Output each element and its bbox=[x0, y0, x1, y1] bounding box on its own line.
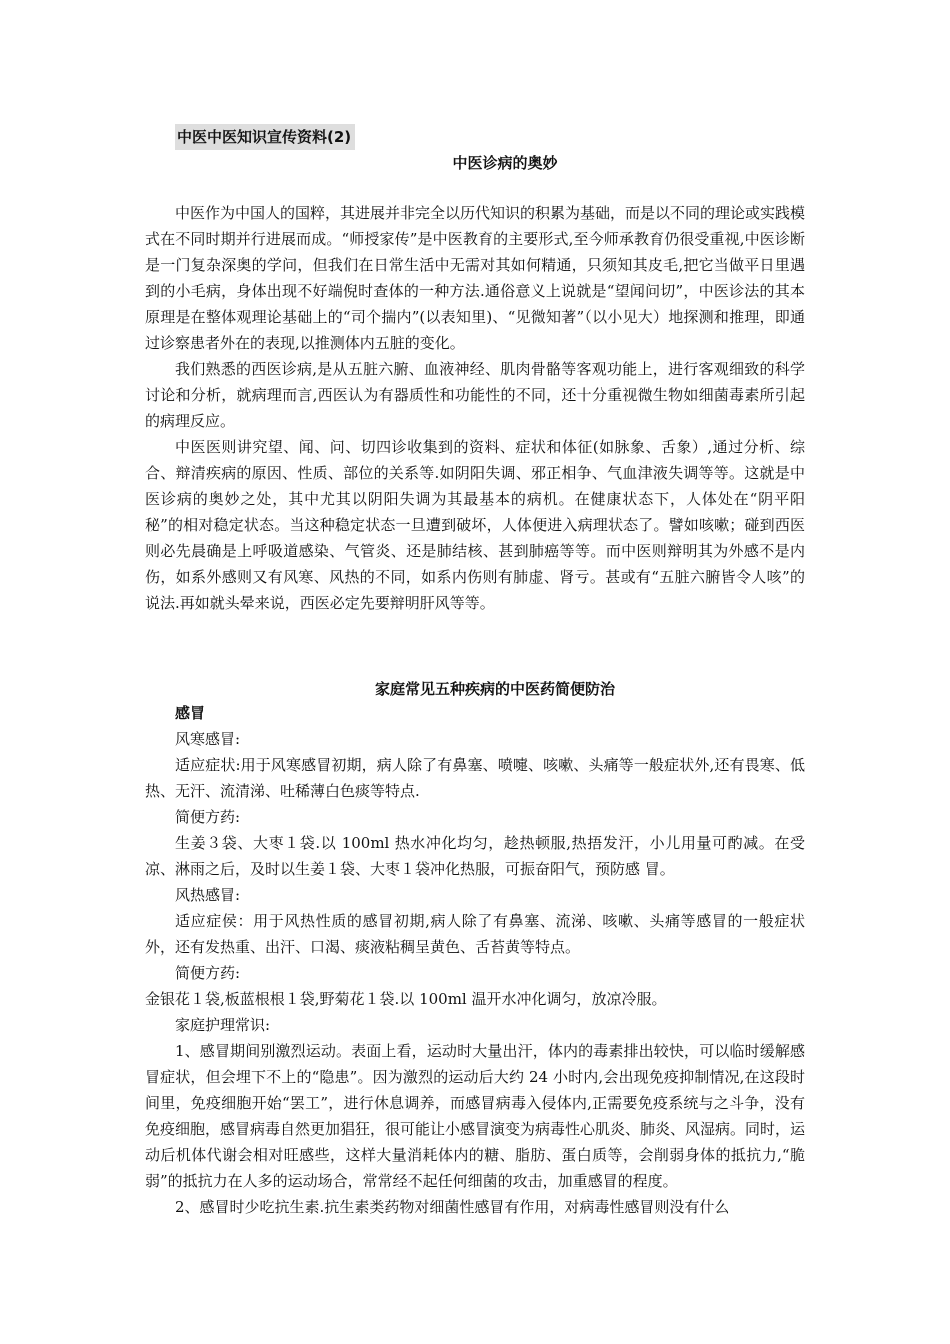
subheading: 简便方药: bbox=[175, 964, 241, 982]
paragraph: 适应症侯：用于风热性质的感冒初期,病人除了有鼻塞、流涕、咳嗽、头痛等感冒的一般症状外，还有发热重、出汗、口渴、痰液粘稠呈黄色、舌苔黄等特点。 bbox=[145, 912, 805, 956]
section-title: 中医诊病的奥妙 bbox=[452, 154, 558, 172]
section-title: 家庭常见五种疾病的中医药简便防治 bbox=[374, 680, 615, 698]
paragraph: 我们熟悉的西医诊病,是从五脏六腑、血液神经、肌肉骨骼等客观功能上，进行客观细致的科学讨论和分析，就病理而言,西医认为有器质性和功能性的不同，还十分重视微生物如细菌毒素所引起的病理反应。 bbox=[145, 360, 805, 430]
paragraph: 中医作为中国人的国粹，其进展并非完全以历代知识的积累为基础，而是以不同的理论或实践模式在不同时期并行进展而成。“师授家传”是中医教育的主要形式,至今师承教育仍很受重视,中医诊断是一门复杂深奥的学问，但我们在日常生活中无需对其如何精通，只须知其皮毛,把它当做平日里遇到的小毛病，身体出现不好端倪时查体的一种方法.通俗意义上说就是“望闻问切”，中医诊法的其本原理是在整体观理论基础上的“司个揣内”(以表知里)、“见微知著”（以小见大）地探测和推理，即通过诊察患者外在的表现,以推测体内五脏的变化。 bbox=[145, 204, 806, 352]
disease-heading: 感冒 bbox=[175, 704, 206, 722]
paragraph: 生姜３袋、大枣１袋.以 100ml 热水冲化均匀，趁热顿服,热捂发汗，小儿用量可酌减。在受凉、淋雨之后，及时以生姜１袋、大枣１袋冲化热服，可振奋阳气，预防感 冒。 bbox=[145, 834, 805, 878]
section-body bbox=[145, 700, 805, 1220]
subheading: 简便方药: bbox=[175, 808, 241, 826]
paragraph: 中医医则讲究望、闻、问、切四诊收集到的资料、症状和体征(如脉象、舌象）,通过分析、综合、辩清疾病的原因、性质、部位的关系等.如阴阳失调、邪正相争、气血津液失调等等。这就是中医诊病的奥妙之处，其中尤其以阴阳失调为其最基本的病机。在健康状态下，人体处在“阴平阳秘”的相对稳定状态。当这种稳定状态一旦遭到破坏，人体便进入病理状态了。譬如咳嗽；碰到西医则必先晨确是上呼吸道感染、气管炎、还是肺结核、甚到肺癌等等。而中医则辩明其为外感不是内伤，如系外感则又有风寒、风热的不同，如系内伤则有肺虚、肾亏。甚或有“五脏六腑皆令人咳”的说法.再如就头晕来说，西医必定先要辩明肝风等等。 bbox=[145, 438, 805, 612]
subheading: 风寒感冒: bbox=[175, 730, 241, 748]
paragraph: 1、感冒期间别激烈运动。表面上看，运动时大量出汗，体内的毒素排出较快，可以临时缓解感冒症状，但会埋下不上的“隐患”。因为激烈的运动后大约 24 小时内,会出现免疫抑制情况,在这段时间里，免疫细胞开始“罢工”，进行休息调养，而感冒病毒入侵体内,正需要免疫系统与之斗争，没有免疫细胞，感冒病毒自然更加猖狂，很可能让小感冒演变为病毒性心肌炎、肺炎、风湿病。同时，运动后机体代谢会相对旺感些，这样大量消耗体内的糖、脂肪、蛋白质等，会削弱身体的抵抗力,“脆弱”的抵抗力在人多的运动场合，常常经不起任何细菌的攻击，加重感冒的程度。 bbox=[145, 1042, 806, 1190]
document-label: 中医中医知识宣传资料(2) bbox=[175, 124, 355, 150]
subheading: 风热感冒: bbox=[175, 886, 241, 904]
paragraph: 2、感冒时少吃抗生素.抗生素类药物对细菌性感冒有作用，对病毒性感冒则没有什么 bbox=[175, 1198, 730, 1216]
paragraph: 适应症状:用于风寒感冒初期，病人除了有鼻塞、喷嚏、咳嗽、头痛等一般症状外,还有畏寒、低热、无汗、流清涕、吐稀薄白色痰等特点. bbox=[145, 756, 805, 800]
paragraph: 金银花１袋,板蓝根根１袋,野菊花１袋.以 100ml 温开水冲化调匀，放凉冷服。 bbox=[145, 990, 667, 1008]
section-body bbox=[145, 200, 805, 616]
subheading: 家庭护理常识: bbox=[175, 1016, 271, 1034]
